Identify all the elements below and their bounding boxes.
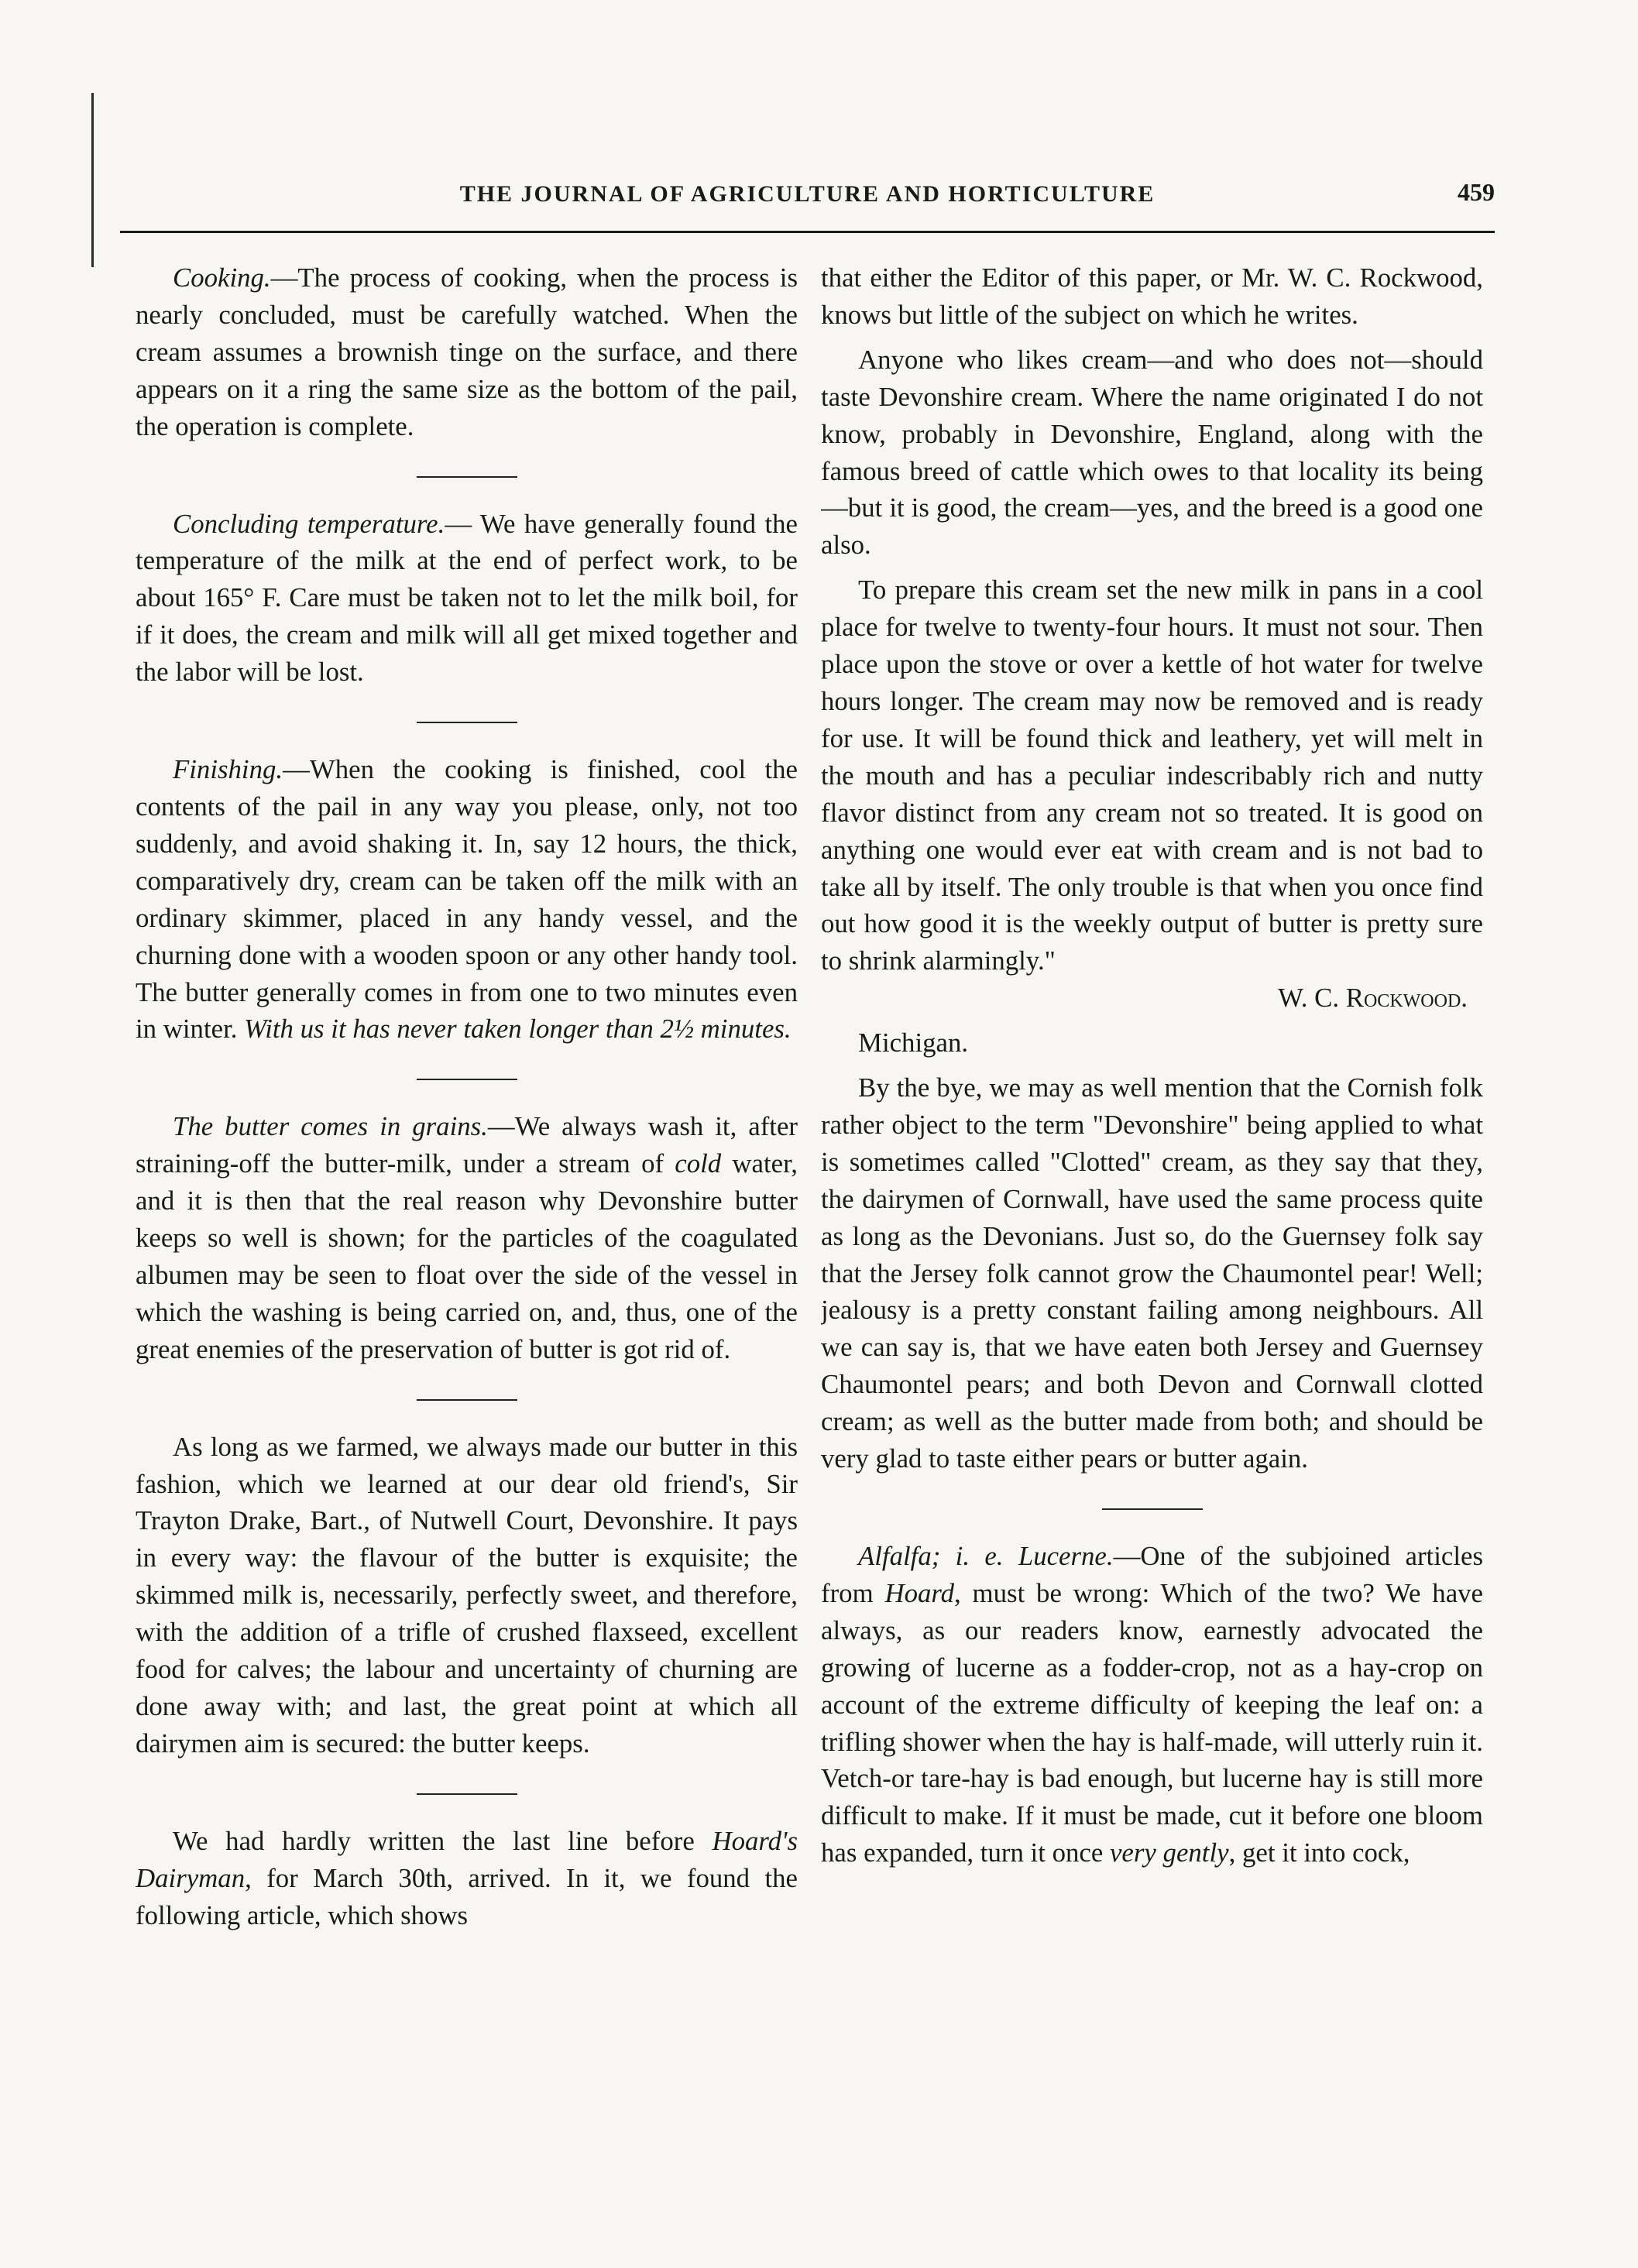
margin-rule xyxy=(91,93,94,267)
paragraph-italic-text: With us it has never taken longer than 2½ minutes. xyxy=(244,1014,792,1045)
page-header xyxy=(120,177,1495,215)
left-column xyxy=(136,259,798,2226)
paragraph-text: —The process of cooking, when the process is nearly concluded, must be carefully watched. When the cream assumes a brownish tinge on the surface, and there appears on it a ring the same size as the bottom of the pail, the operation is complete. xyxy=(136,262,798,441)
right-column xyxy=(821,259,1483,2226)
paragraph-heading: Alfalfa; i. e. Lucerne. xyxy=(858,1541,1114,1571)
running-title: THE JOURNAL OF AGRICULTURE AND HORTICULTURE xyxy=(459,181,1156,207)
article-signature xyxy=(821,980,1483,1017)
paragraph-finishing xyxy=(136,751,798,1048)
page-number: 459 xyxy=(1458,178,1495,206)
header-rule xyxy=(120,231,1495,233)
signature-surname: Rockwood. xyxy=(1345,983,1468,1014)
paragraph-heading: The butter comes in grains. xyxy=(173,1111,488,1142)
paragraph-by-the-bye xyxy=(821,1069,1483,1477)
paragraph-as-long-as-we-farmed xyxy=(136,1429,798,1762)
section-divider xyxy=(417,1079,517,1080)
paragraph-prepare-cream xyxy=(821,571,1483,980)
paragraph-hoards-dairyman xyxy=(136,1823,798,1934)
section-divider xyxy=(417,1793,517,1795)
paragraph-continuation xyxy=(821,259,1483,334)
paragraph-italic-text: very gently xyxy=(1109,1837,1229,1868)
place-line xyxy=(821,1024,1483,1062)
paragraph-text: Anyone who likes cream—and who does not—should taste Devonshire cream. Where the name originated I do not know, probably in Devonshire, England, along with the famous breed of cattle which owes to that locality its being—but it is good, the cream—yes, and the breed is a good one also. xyxy=(821,344,1483,561)
paragraph-alfalfa xyxy=(821,1538,1483,1872)
paragraph-text: As long as we farmed, we always made our butter in this fashion, which we learned at our dear old friend's, Sir Trayton Drake, Bart., of Nutwell Court, Devonshire. It pays in every way: the flavour of the butter is exquisite; the skimmed milk is, necessarily, perfectly sweet, and therefore, with the addition of a trifle of crushed flaxseed, excellent food for calves; the labour and uncertainty of churning are done away with; and last, the great point at which all dairymen aim is secured: the butter keeps. xyxy=(136,1431,798,1758)
signature-initials: W. C. xyxy=(1278,983,1346,1014)
paragraph-text: , for March 30th, arrived. In it, we found the following article, which shows xyxy=(136,1862,798,1930)
paragraph-text: —One of the subjoined articles from xyxy=(821,1541,1483,1608)
paragraph-heading: Cooking. xyxy=(173,262,271,293)
paragraph-text: water, and it is then that the real reason why Devonshire butter keeps so well is shown; for the particles of the coagulated albumen may be seen to float over the side of the vessel in which the washing is being carried on, and, thus, one of the great enemies of the preservation of butter is got rid of. xyxy=(136,1148,798,1364)
paragraph-italic-text: Hoard xyxy=(884,1577,955,1608)
paragraph-cooking xyxy=(136,259,798,445)
paragraph-text: , get it into cock, xyxy=(1228,1837,1410,1868)
paragraph-butter-grains xyxy=(136,1108,798,1367)
paragraph-italic-text: cold xyxy=(675,1148,722,1179)
section-divider xyxy=(417,476,517,478)
paragraph-text: —We always wash it, after straining-off the butter-milk, under a stream of xyxy=(136,1111,798,1179)
paragraph-text: that either the Editor of this paper, or Mr. W. C. Rockwood, knows but little of the subject on which he writes. xyxy=(821,262,1483,330)
paragraph-italic-text: Hoard's Dairyman xyxy=(136,1825,798,1893)
paragraph-text: We had hardly written the last line before xyxy=(173,1825,713,1856)
section-divider xyxy=(1102,1508,1203,1510)
paragraph-text: By the bye, we may as well mention that the Cornish folk rather object to the term "Devonshire" being applied to what is sometimes called "Clotted" cream, as they say that they, the dairymen of Cornwall, have used the same process quite as long as the Devonians. Just so, do the Guernsey folk say that the Jersey folk cannot grow the Chaumontel pear! Well; jealousy is a pretty constant failing among neighbours. All we can say is, that we have eaten both Jersey and Guernsey Chaumontel pears; and both Devon and Cornwall clotted cream; as well as the butter made from both; and should be very glad to taste either pears or butter again. xyxy=(821,1072,1483,1474)
paragraph-text: — We have generally found the temperature of the milk at the end of perfect work, to be about 165° F. Care must be taken not to let the milk boil, for if it does, the cream and milk will all get mixed together and the labor will be lost. xyxy=(136,508,798,688)
paragraph-heading: Finishing. xyxy=(173,754,283,785)
paragraph-text: To prepare this cream set the new milk in pans in a cool place for twelve to twenty-four hours. It must not sour. Then place upon the stove or over a kettle of hot water for twelve hours longer. The cream may now be removed and is ready for use. It will be found thick and leathery, yet will melt in the mouth and has a peculiar indescribably rich and nutty flavor distinct from any cream not so treated. It is good on anything one would ever eat with cream and is not bad to take all by itself. The only trouble is that when you once find out how good it is the weekly output of butter is pretty sure to shrink alarmingly." xyxy=(821,575,1483,976)
paragraph-concluding-temperature xyxy=(136,506,798,691)
section-divider xyxy=(417,1399,517,1401)
paragraph-devonshire-cream xyxy=(821,341,1483,564)
paragraph-text: , must be wrong: Which of the two? We have always, as our readers know, earnestly advocated the growing of lucerne as a fodder-crop, not as a hay-crop on account of the extreme difficulty of keeping the leaf on: a trifling shower when the hay is half-made, will utterly ruin it. Vetch-or tare-hay is bad enough, but lucerne hay is still more difficult to make. If it must be made, cut it before one bloom has expanded, turn it once xyxy=(821,1577,1483,1868)
section-divider xyxy=(417,722,517,723)
paragraph-text: —When the cooking is finished, cool the contents of the pail in any way you please, only, not too suddenly, and avoid shaking it. In, say 12 hours, the thick, comparatively dry, cream can be taken off the milk with an ordinary skimmer, placed in any handy vessel, and the churning done with a wooden spoon or any other handy tool. The butter generally comes in from one to two minutes even in winter. xyxy=(136,754,798,1045)
paragraph-heading: Concluding temperature. xyxy=(173,508,445,539)
place-text: Michigan. xyxy=(858,1028,969,1059)
